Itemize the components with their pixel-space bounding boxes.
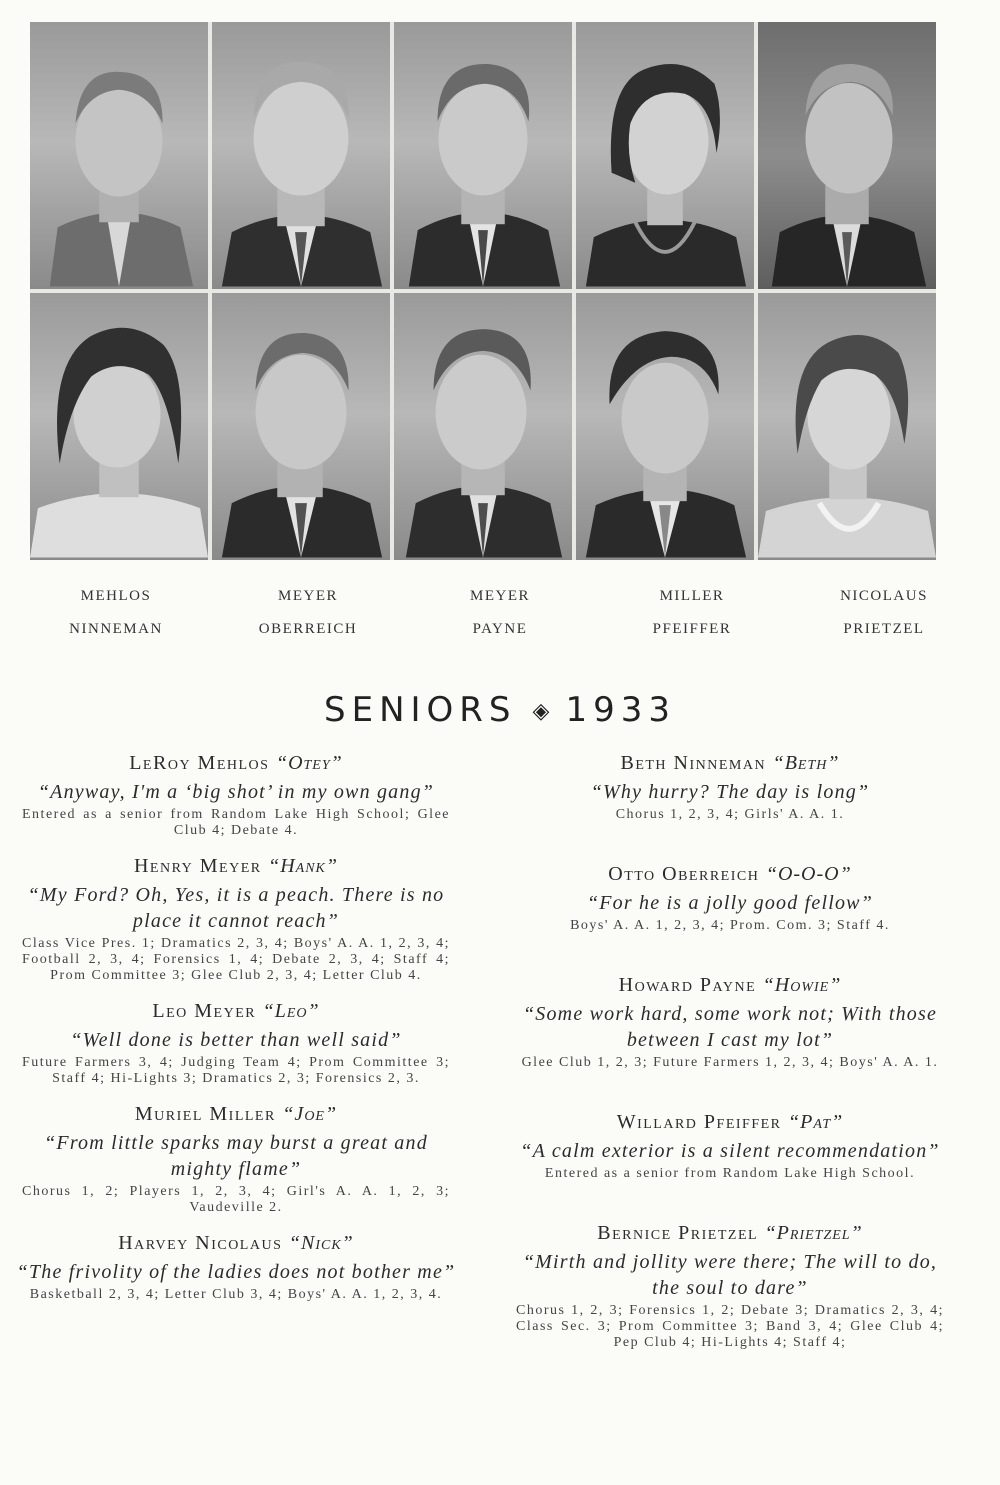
senior-activities: Future Farmers 3, 4; Judging Team 4; Prom Committee 3; Staff 4; Hi-Lights 3; Dramatics 2, 3; Forensics 2, 3. [22, 1055, 450, 1086]
caption-name: MEYER [470, 588, 530, 604]
senior-activities: Entered as a senior from Random Lake High School; Glee Club 4; Debate 4. [22, 807, 450, 838]
diamond-ornament-icon: ◈ [532, 699, 550, 724]
portrait-miller [576, 22, 754, 289]
portrait-prietzel-image [758, 293, 936, 560]
senior-activities: Boys' A. A. 1, 2, 3, 4; Prom. Com. 3; Staff 4. [570, 918, 890, 933]
caption-name: PRIETZEL [843, 621, 925, 637]
portrait-prietzel [758, 293, 936, 560]
senior-name: Muriel Miller [134, 1103, 276, 1125]
senior-nickname: “Otey” [275, 752, 343, 774]
caption-name: OBERREICH [258, 621, 358, 637]
senior-entry [16, 1000, 456, 1087]
senior-entry [16, 1232, 456, 1303]
portrait-meyer-leo-image [394, 22, 572, 289]
portrait-captions [20, 588, 980, 638]
portrait-payne [394, 293, 572, 560]
senior-activities: Entered as a senior from Random Lake High School. [544, 1166, 916, 1181]
senior-name-line [16, 752, 456, 775]
senior-column-left [16, 752, 456, 1319]
senior-quote: “Some work hard, some work not; With those between I cast my lot” [522, 1003, 938, 1051]
caption-name: NICOLAUS [840, 588, 928, 604]
senior-name-line [16, 1232, 456, 1255]
senior-quote: “From little sparks may burst a great and mighty flame” [44, 1132, 428, 1180]
senior-nickname: “Nick” [288, 1232, 354, 1254]
senior-name-line [16, 1103, 456, 1126]
senior-name-line [510, 752, 950, 775]
senior-entry [510, 974, 950, 1071]
portrait-ninneman [30, 293, 208, 560]
portrait-miller-image [576, 22, 754, 289]
senior-entry [510, 752, 950, 823]
senior-name-line [16, 1000, 456, 1023]
page-title-year: 1933 [565, 690, 676, 730]
senior-name: Bernice Prietzel [597, 1222, 759, 1244]
portrait-nicolaus-image [758, 22, 936, 289]
senior-entry [16, 1103, 456, 1216]
caption-name: PAYNE [472, 621, 528, 637]
senior-name: Otto Oberreich [608, 863, 760, 885]
senior-nickname: “Hank” [268, 855, 339, 877]
senior-activities: Class Vice Pres. 1; Dramatics 2, 3, 4; Boys' A. A. 1, 2, 3, 4; Football 2, 3, 4; Forensics 1, 4; Debate 2, 3, 4; Staff 4; Prom Committee 3; Glee Club 2, 3, 4; Letter Club 4. [22, 936, 450, 983]
senior-quote: “Why hurry? The day is long” [590, 781, 870, 803]
senior-nickname: “Beth” [772, 752, 840, 774]
senior-name-line [510, 863, 950, 886]
portrait-oberreich [212, 293, 390, 560]
senior-activities: Chorus 1, 2, 3; Forensics 1, 2; Debate 3; Dramatics 2, 3, 4; Class Sec. 3; Prom Committee 3; Band 3, 4; Glee Club 4; Pep Club 4; Hi-Lights 4; Staff 4; [516, 1303, 944, 1350]
senior-nickname: “Howie” [762, 974, 842, 996]
senior-quote: “Well done is better than well said” [70, 1029, 402, 1051]
senior-column-right [510, 752, 950, 1391]
senior-entry [16, 752, 456, 839]
senior-name: Beth Ninneman [620, 752, 767, 774]
senior-nickname: “O-O-O” [765, 863, 852, 885]
senior-activities: Basketball 2, 3, 4; Letter Club 3, 4; Boys' A. A. 1, 2, 3, 4. [29, 1287, 443, 1302]
portrait-mehlos [30, 22, 208, 289]
senior-entry [510, 1222, 950, 1351]
caption-name: MEHLOS [80, 588, 152, 604]
senior-activities: Chorus 1, 2, 3, 4; Girls' A. A. 1. [615, 807, 845, 822]
senior-quote: “For he is a jolly good fellow” [586, 892, 874, 914]
senior-name: Willard Pfeiffer [616, 1111, 782, 1133]
portrait-meyer-henry [212, 22, 390, 289]
page-title [0, 690, 1000, 730]
portrait-nicolaus [758, 22, 936, 289]
portrait-grid [30, 22, 936, 560]
senior-name: Henry Meyer [133, 855, 262, 877]
page-title-seniors: SENIORS [324, 690, 517, 730]
senior-name: LeRoy Mehlos [129, 752, 270, 774]
senior-quote: “The frivolity of the ladies does not bother me” [16, 1261, 456, 1283]
senior-quote: “Anyway, I'm a ‘big shot’ in my own gang” [37, 781, 435, 803]
senior-name-line [510, 974, 950, 997]
senior-activities: Glee Club 1, 2, 3; Future Farmers 1, 2, 3, 4; Boys' A. A. 1. [521, 1055, 939, 1070]
senior-name-line [510, 1222, 950, 1245]
caption-name: MEYER [278, 588, 338, 604]
portrait-oberreich-image [212, 293, 390, 560]
portrait-meyer-henry-image [212, 22, 390, 289]
portrait-ninneman-image [30, 293, 208, 560]
caption-name: NINNEMAN [69, 621, 163, 637]
senior-entry [16, 855, 456, 984]
portrait-mehlos-image [30, 22, 208, 289]
senior-nickname: “Leo” [262, 1000, 320, 1022]
senior-quote: “My Ford? Oh, Yes, it is a peach. There is no place it cannot reach” [27, 884, 445, 932]
senior-nickname: “Prietzel” [764, 1222, 863, 1244]
senior-name-line [16, 855, 456, 878]
senior-name: Howard Payne [618, 974, 757, 996]
senior-entry [510, 1111, 950, 1182]
caption-name: PFEIFFER [652, 621, 732, 637]
senior-activities: Chorus 1, 2; Players 1, 2, 3, 4; Girl's A. A. 1, 2, 3; Vaudeville 2. [22, 1184, 450, 1215]
senior-entry [510, 863, 950, 934]
portrait-pfeiffer [576, 293, 754, 560]
senior-nickname: “Pat” [788, 1111, 844, 1133]
portrait-pfeiffer-image [576, 293, 754, 560]
portrait-meyer-leo [394, 22, 572, 289]
caption-name: MILLER [659, 588, 725, 604]
senior-name: Leo Meyer [152, 1000, 257, 1022]
portrait-payne-image [394, 293, 572, 560]
senior-name-line [510, 1111, 950, 1134]
senior-quote: “A calm exterior is a silent recommendation” [520, 1140, 940, 1162]
senior-quote: “Mirth and jollity were there; The will to do, the soul to dare” [522, 1251, 938, 1299]
senior-nickname: “Joe” [282, 1103, 338, 1125]
senior-name: Harvey Nicolaus [118, 1232, 283, 1254]
